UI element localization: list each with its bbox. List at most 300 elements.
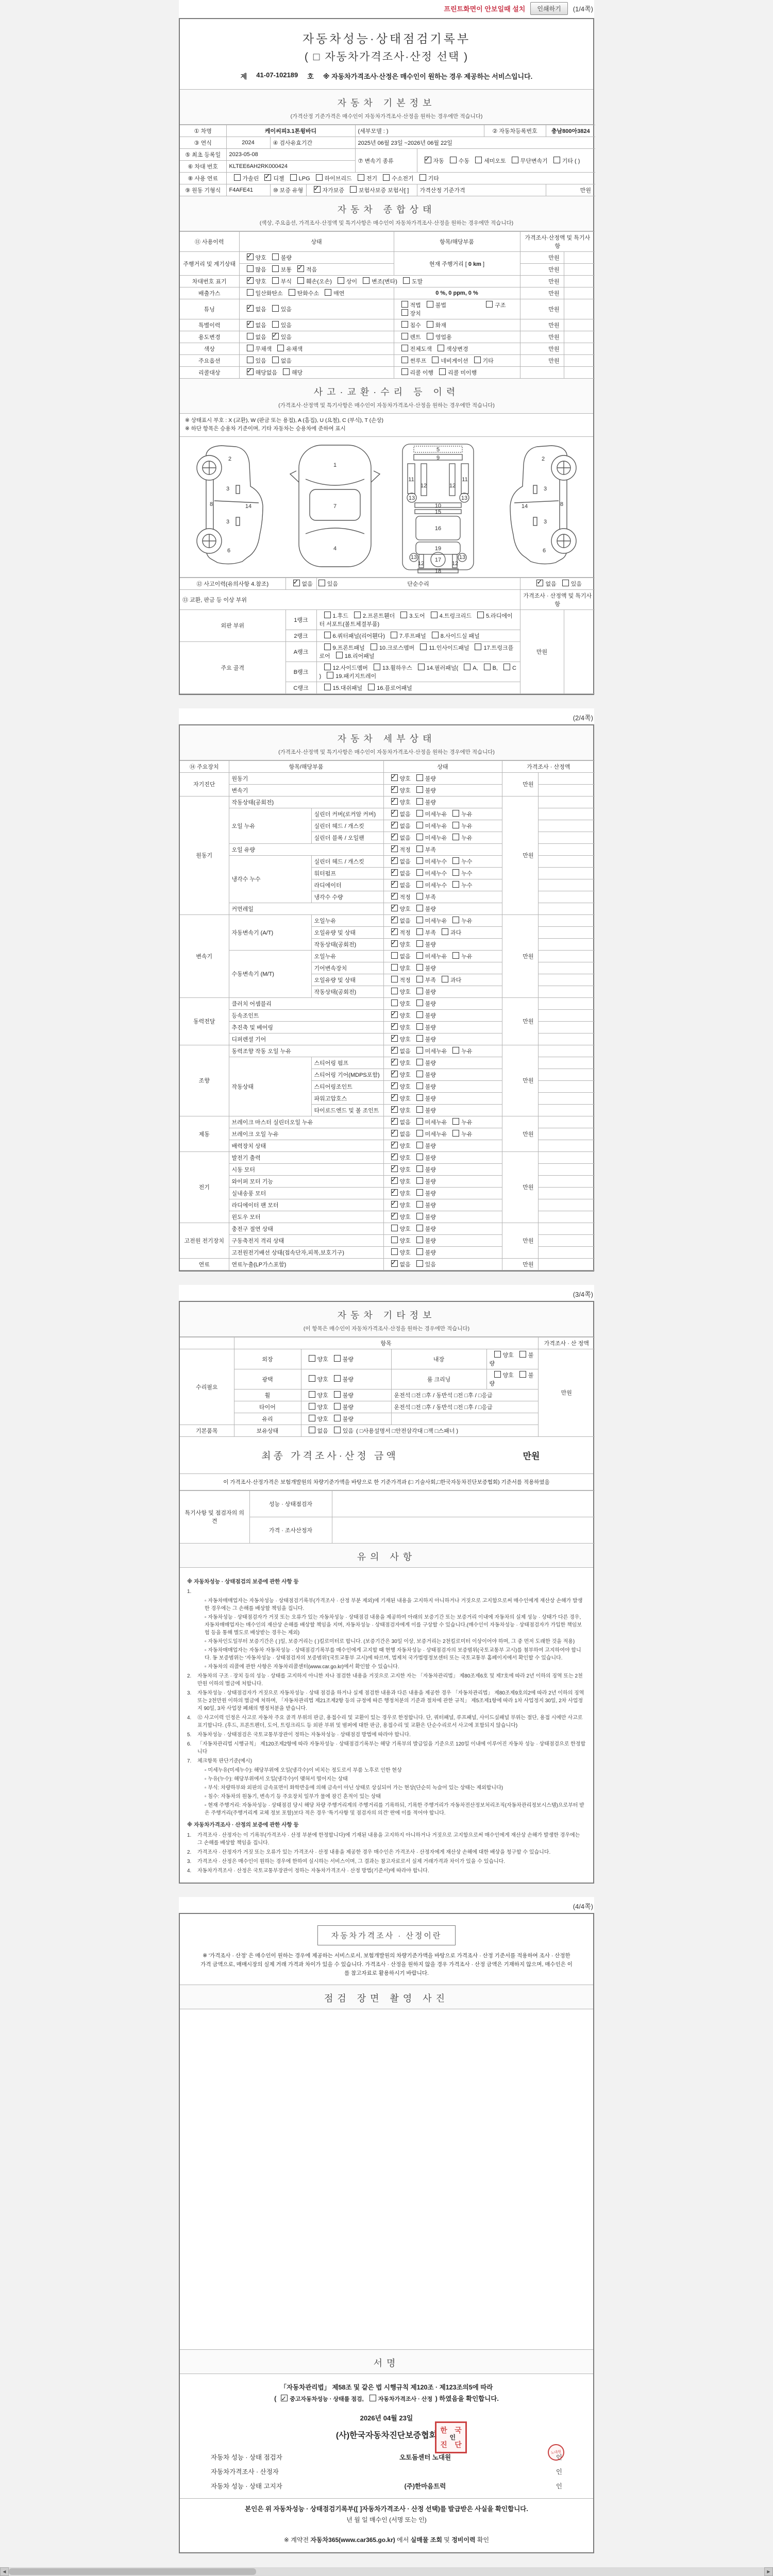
checkbox (401, 368, 408, 375)
item-label: 라디에이터 팬 모터 (229, 1199, 383, 1211)
panel-number: 13 (409, 495, 415, 501)
check-label: 미세누유 (425, 835, 447, 841)
notice-item (187, 1588, 586, 1596)
footer-post: 확인 (475, 2536, 490, 2544)
panel-number: 8 (560, 501, 563, 507)
checkbox (391, 822, 398, 828)
vin-value: KLTEE6AH2RK000424 (226, 161, 355, 173)
checkbox (562, 580, 569, 586)
check-label: 4.트렁크리드 (439, 613, 472, 619)
scrollbar-thumb[interactable] (9, 2568, 256, 2575)
check-label: 썬루프 (410, 358, 427, 364)
checkbox (324, 664, 331, 670)
checkbox (391, 988, 398, 994)
check-label: 불량 (425, 1001, 436, 1007)
item-label: 시동 모터 (229, 1163, 383, 1175)
scroll-right-button[interactable]: ▶ (764, 2567, 773, 2576)
footer-m1: 에서 (395, 2536, 411, 2544)
exchange-label: ⑬ 교환, 판금 등 이상 부위 (180, 589, 520, 609)
checkbox (553, 157, 560, 163)
check-label: 없음 (255, 334, 266, 341)
etc-r4b-text: 운전석 □전 □후 / 동반석 □전 □후 / □응급 (391, 1401, 538, 1413)
seal-char: 국 (455, 2426, 462, 2434)
signature-seal-mark: 인 노대원 (542, 2452, 562, 2462)
device-label: 조향 (180, 1045, 229, 1116)
check-label: 기타 (428, 176, 439, 182)
state-options (383, 974, 502, 986)
remark-cell (538, 974, 595, 986)
panel-number: 14 (245, 503, 252, 510)
etc-r5b-empty (391, 1413, 538, 1425)
remark-cell (538, 808, 595, 820)
checkbox (416, 1142, 423, 1148)
etc-table (180, 1337, 595, 1437)
checkbox (391, 632, 397, 638)
signature-role-label: 자동차 성능 · 상태 고지자 (211, 2482, 282, 2490)
checkbox (289, 289, 295, 296)
state-options (383, 843, 502, 855)
checkbox (475, 643, 481, 650)
check-label: 없음 (399, 918, 411, 924)
check-label: 누유 (461, 835, 473, 841)
mileage-price-1: 만원 (520, 252, 564, 264)
rankB-items (316, 662, 520, 682)
check-label: 누유 (461, 918, 473, 924)
checkbox (416, 1118, 423, 1125)
sub-item-label: 실린더 헤드 / 개스킷 (311, 855, 383, 867)
checkbox (325, 289, 331, 296)
checkbox (484, 664, 491, 670)
engine-type-label: ⑨ 원동 기형식 (180, 184, 226, 196)
checkbox (519, 1371, 526, 1378)
notice-sub-item: ▫ 자동차의 리콜에 관한 사항은 자동차리콜센터(www.car.go.kr)에서 확인할 수 있습니다. (205, 1663, 586, 1671)
check-label: 세미오토 (484, 158, 506, 164)
check-label: 불량 (425, 1178, 436, 1185)
page-1 (179, 18, 594, 695)
state-options (383, 986, 502, 997)
sub-item-label: 스티어링 기어(MDPS포함) (311, 1069, 383, 1080)
sub-item-label: 오일유량 및 상태 (311, 974, 383, 986)
repair-needed-label: 수리필요 (180, 1349, 234, 1425)
check-label: 리콜 이행 (410, 370, 434, 376)
panel-number: 7 (333, 503, 337, 510)
checkbox (272, 333, 279, 340)
fuel-label: ⑧ 사용 연료 (180, 173, 226, 184)
state-options (383, 784, 502, 796)
checkbox (416, 1035, 423, 1042)
buyer-date-line: 년 월 일 매수인 (서명 또는 인) (346, 2516, 427, 2523)
check-label: 적정 (399, 894, 411, 901)
notice-item (187, 1867, 586, 1875)
check-label: 누수 (461, 882, 473, 889)
check-label: 침수 (410, 323, 421, 329)
check-label: 불량 (425, 775, 436, 782)
check-label: 불량 (425, 1012, 436, 1019)
check-label: 기타 (482, 358, 494, 364)
state-options (383, 938, 502, 950)
device-label: 변속기 (180, 914, 229, 997)
check-label: 네비게이션 (441, 358, 468, 364)
checkbox (247, 265, 254, 272)
check-label: 불량 (489, 1372, 534, 1387)
detail-table (180, 760, 595, 1270)
item-label: 실내송풍 모터 (229, 1187, 383, 1199)
special-part (394, 319, 520, 331)
engine-type-value: F4AFE41 (226, 184, 270, 196)
checkbox (334, 1355, 341, 1362)
check-label: 적정 (399, 846, 411, 853)
accident-price: 만원 (520, 609, 564, 693)
check-label: 불량 (425, 1155, 436, 1161)
appraiser-remark-value (332, 1517, 595, 1543)
device-label: 제동 (180, 1116, 229, 1151)
device-label: 고전원 전기장치 (180, 1223, 229, 1258)
remark-cell (538, 903, 595, 914)
checkbox (418, 664, 425, 670)
detail-title: 자동차 세부상태 (180, 725, 593, 747)
remark-cell (538, 938, 595, 950)
sign-org-name: (사)한국자동차진단보증협회 (335, 2431, 438, 2440)
year-value: 2024 (226, 137, 270, 149)
remark-cell (538, 1033, 595, 1045)
item-label: 배력장치 상태 (229, 1140, 383, 1151)
checkbox (391, 964, 398, 971)
check-label: 양호 (399, 1012, 411, 1019)
check-label: 불량 (425, 1166, 436, 1173)
item-label: 커먼레일 (229, 903, 383, 914)
check-label: 양호 (399, 1072, 411, 1078)
item-label: 디퍼렌셜 기어 (229, 1033, 383, 1045)
check-label: 누유 (461, 823, 473, 829)
checkbox (416, 1130, 423, 1137)
check-label: 적정 (399, 929, 411, 936)
panel-number: 3 (543, 518, 547, 525)
check-label: 없음 (399, 1048, 411, 1055)
overall-table (180, 231, 595, 379)
check-label: 양호 (399, 1083, 411, 1090)
etc-r2a-state (301, 1369, 391, 1389)
signature-name: (주)한마음트럭 (404, 2482, 446, 2490)
check-label: 탄화수소 (297, 291, 320, 297)
item-label: 등속조인트 (229, 1009, 383, 1021)
check-label: 양호 (399, 1155, 411, 1161)
signature-name: 오토돔센터 노대원 (399, 2453, 451, 2461)
color-part (394, 343, 520, 355)
checkbox (452, 834, 459, 840)
state-options (383, 1163, 502, 1175)
checkbox (416, 1201, 423, 1208)
tuning-legal (397, 302, 448, 309)
check-label: 누수 (461, 870, 473, 877)
checkbox (416, 1236, 423, 1243)
checkbox (247, 289, 254, 296)
remark-cell (538, 820, 595, 832)
checkbox (247, 253, 254, 260)
recall-state (239, 367, 394, 379)
checkbox (336, 652, 343, 658)
basic-info-table (180, 125, 595, 196)
remark-cell (538, 867, 595, 879)
mileage-state-2 (239, 264, 394, 276)
check-label: 없음 (255, 323, 266, 329)
state-options (383, 1258, 502, 1270)
checkbox (391, 893, 398, 900)
sub-item-label: 워터펌프 (311, 867, 383, 879)
notice-item (187, 1731, 586, 1739)
checkbox (281, 2395, 288, 2401)
item-label: 구동축전지 격리 상태 (229, 1234, 383, 1246)
recall-label: 리콜대상 (180, 367, 239, 379)
notice-sub-item: ▫ 누유(누수): 해당부위에서 오일(냉각수)이 맺혀서 떨어지는 상태 (205, 1775, 586, 1783)
remark-cell (538, 855, 595, 867)
etc-note: (이 항목은 매수인이 자동차가격조사·산정을 원하는 경우에만 적습니다) (180, 1324, 593, 1337)
check-label: 수소전기 (392, 176, 414, 182)
state-options (383, 1187, 502, 1199)
check-label: 양호 (399, 1001, 411, 1007)
etc-r3b-text: 운전석 □전 □후 / 동반석 □전 □후 / □응급 (391, 1389, 538, 1401)
remark-cell (538, 843, 595, 855)
checkbox (309, 1403, 315, 1410)
detail-h-state: 상태 (383, 760, 502, 772)
check-label: 양호 (399, 1107, 411, 1114)
emission-remark (564, 287, 595, 299)
checkbox (324, 612, 331, 618)
checkbox (416, 881, 423, 888)
check-label: 불량 (425, 1190, 436, 1197)
notice-item-number: 3. (187, 1859, 192, 1865)
base-price-label: 가격산정 기준가격 (417, 184, 546, 196)
footer-note (180, 2529, 593, 2552)
check-label: 화재 (435, 323, 447, 329)
mileage-label: 주행거리 및 계기상태 (180, 252, 239, 276)
sign-confirm-post: ) 하였음을 확인합니다. (435, 2395, 499, 2402)
print-button[interactable]: 인쇄하기 (530, 2, 567, 15)
notice-listB (187, 1832, 586, 1875)
photo-title: 점검 장면 촬영 사진 (180, 1985, 593, 2007)
checkbox (391, 1071, 398, 1077)
holding-state (301, 1425, 538, 1436)
sub-item-label: 오일누유 (311, 950, 383, 962)
notice-sub-list (205, 1597, 586, 1671)
exchange-price-header: 가격조사 · 산정액 및 특기사항 (520, 589, 595, 609)
check-label: 많음 (255, 267, 266, 273)
check-label: 유채색 (286, 346, 303, 352)
notice-sub-item: ▫ 미세누유(미세누수): 해당부위에 오일(냉각수)이 비치는 정도로서 부품 노후로 인한 현상 (205, 1767, 586, 1774)
device-label: 동력전달 (180, 997, 229, 1045)
checkbox (416, 1165, 423, 1172)
checkbox (416, 940, 423, 947)
check-label: 양호 (399, 1249, 411, 1256)
check-label: 누유 (461, 1131, 473, 1138)
checkbox (297, 277, 304, 284)
check-label: LPG (298, 176, 310, 182)
appraiser-remark-label: 가격 · 조사산정자 (249, 1517, 332, 1543)
check-label: 1.후드 (332, 613, 348, 619)
check-label: 없음 (399, 1131, 411, 1138)
accident-table (180, 578, 595, 694)
option-remark (564, 355, 595, 367)
check-label: 불량 (425, 1095, 436, 1102)
check-label: 17.트렁크플로어 (319, 645, 514, 659)
check-label: 불량 (280, 255, 292, 261)
reg-no-label: ② 자동차등록번호 (484, 125, 546, 137)
color-remark (564, 343, 595, 355)
notice-sub-item: ▫ 자동차성능 · 상태점검자가 거짓 또는 오류가 있는 자동차성능 · 상태점검 내용을 제공하여 아래의 보증기간 또는 보증거리 이내에 자동차의 실제 성능 · 상태가 다른 경우, 자동차매매업자는 매수인의 재산상 손해를 배상할 책임을 지며, 자동차성능 · 상태점검자에게 이를 구상할 수 있습니다.(매수인이 자동차성능 · 상태점검자가 가입한 책임보험 등을 통해 별도로 배상받는 경우는 제외) (205, 1614, 586, 1637)
rankC-items (316, 682, 520, 693)
remark-cell (538, 1223, 595, 1234)
checkbox (391, 940, 398, 947)
notice-item-text: 가격조사 · 산정은 매수인이 원하는 경우에 한하여 실시하는 서비스이며, 그 결과는 참고자료로서 실제 거래가격과 차이가 있을 수 있습니다. (197, 1859, 506, 1865)
etc-r3a-state (301, 1389, 391, 1401)
checkbox (272, 305, 279, 312)
checkbox (314, 186, 321, 193)
device-label: 원동기 (180, 796, 229, 914)
notice-item (187, 1832, 586, 1847)
check-label: 불량 (425, 1143, 436, 1149)
panel-number: 18 (435, 568, 442, 574)
rankB-label: B랭크 (285, 662, 316, 682)
check-label: 변조(변타) (372, 279, 397, 285)
state-options (383, 1033, 502, 1045)
check-label: 양호 (399, 1060, 411, 1066)
seal-char: 진 (440, 2440, 447, 2449)
remark-cell (538, 1080, 595, 1092)
special-label: 특별이력 (180, 319, 239, 331)
price-cell: 만원 (502, 796, 538, 914)
check-label: 리콜 미이행 (448, 370, 477, 376)
etc-r2b-label: 룸 크리닝 (391, 1369, 486, 1389)
usage-remark (564, 331, 595, 343)
checkbox (334, 1427, 341, 1433)
notice-sub-item: ▫ 자동차매매업자는 자동차 자동차성능 · 상태점검기록부를 매수인에게 고지할 때 현행 자동차성능 · 상태점검자의 보증범위(국토교통부 고시)를 첨부하여 고지하여야 합니다. 동 보증범위는 '자동차성능 · 상태점검자의 보증범위'(국토교통부 고시)에 따르며, 법제처 국가법령정보센터 또는 국토교통부 홈페이지에서 확인할 수 있습니다. (205, 1647, 586, 1662)
checkbox (416, 917, 423, 923)
check-label: 16.플로어패널 (377, 685, 412, 691)
doc-no-suffix: 호 (307, 73, 314, 80)
remark-cell (538, 1128, 595, 1140)
checkbox (277, 345, 284, 351)
check-label: 불량 (425, 1083, 436, 1090)
check-label: 구조 (495, 302, 506, 309)
notice-item-text: 자동차성능 · 상태점검은 국토교통부장관이 정하는 자동차성능 · 상태점검 방법에 따라야 합니다. (197, 1732, 411, 1738)
notice-item-number: 4. (187, 1715, 192, 1721)
checkbox (416, 1225, 423, 1231)
notice-item (187, 1672, 586, 1688)
checkbox (391, 774, 398, 781)
state-options (383, 808, 502, 820)
check-label: 기타 ( ) (562, 158, 580, 164)
scroll-left-button[interactable]: ◀ (0, 2567, 9, 2576)
check-label: 미세누유 (425, 1131, 447, 1138)
state-options (383, 926, 502, 938)
item-label: 윈도우 모터 (229, 1211, 383, 1223)
legend-codes: ※ 상태표시 부호 : X (교환), W (판금 또는 용접), A (흠집), U (요철), C (부식), T (손상) (185, 417, 383, 423)
check-label: 불량 (342, 1392, 354, 1399)
checkbox (474, 357, 481, 363)
remark-cell (538, 926, 595, 938)
notice-title: 유의 사항 (180, 1544, 593, 1565)
vinmark-label: 차대번호 표기 (180, 276, 239, 287)
check-label: 전체도색 (410, 346, 432, 352)
notice-item-text: 체크항목 판단기준(예시) (197, 1758, 253, 1765)
tuning-remark (564, 299, 595, 319)
panel-number: 10 (435, 502, 442, 509)
check-label: 양호 (399, 1226, 411, 1232)
first-reg-value: 2023-05-08 (226, 149, 355, 161)
color-price: 만원 (520, 343, 564, 355)
check-label: 있음 (280, 334, 292, 341)
check-label: 2.프론트휀더 (362, 613, 395, 619)
item-label: 동력조향 작동 오일 누유 (229, 1045, 383, 1057)
item-label: 발전기 출력 (229, 1151, 383, 1163)
state-options (383, 1223, 502, 1234)
item-label: 변속기 (229, 784, 383, 796)
special-state (239, 319, 394, 331)
remark-cell (538, 1258, 595, 1270)
check-label: 양호 (399, 1238, 411, 1244)
document-column (179, 0, 594, 2553)
check-label: 누유 (461, 811, 473, 818)
state-options (383, 879, 502, 891)
check-label: 18.리어패널 (344, 653, 375, 659)
horizontal-scrollbar[interactable] (0, 2567, 773, 2576)
notice-sub-item: ▫ 자동차매매업자는 자동차성능 · 상태점검기록부(가격조사 · 산정 부분 제외)에 기재된 내용을 고지하지 아니하거나 거짓으로 고지함으로써 매수인에게 재산상 손해가 발생한 경우에는 그 손해를 배상할 책임을 집니다. (205, 1597, 586, 1613)
check-label: 불량 (425, 1238, 436, 1244)
remark-cell (538, 997, 595, 1009)
check-label: 적정 (399, 977, 411, 984)
outer-panel-label: 외판 부위 (180, 609, 285, 641)
checkbox (403, 277, 410, 284)
check-label: 불량 (489, 1352, 534, 1367)
checkbox (416, 834, 423, 840)
etc-r3a-label: 휠 (234, 1389, 301, 1401)
sign-confirm-options (276, 2395, 433, 2402)
checkbox (297, 265, 304, 272)
check-label: 5.라디에이터 서포트(볼트체결부품) (319, 613, 513, 628)
recall-price (520, 367, 564, 379)
remark-cell (538, 950, 595, 962)
color-state (239, 343, 394, 355)
check-label: 불량 (342, 1404, 354, 1411)
checkbox (316, 174, 323, 181)
checkbox (391, 798, 398, 805)
checkbox (293, 580, 300, 586)
check-label: 렌트 (410, 334, 421, 341)
checkbox (309, 1391, 315, 1398)
sub-item-label: 오일유량 및 상태 (311, 926, 383, 938)
notice-item-number: 7. (187, 1758, 192, 1765)
check-label: B, (492, 665, 498, 671)
checkbox (374, 664, 380, 670)
emission-price: 만원 (520, 287, 564, 299)
sign-rows (180, 2450, 593, 2493)
overall-h-price: 가격조사·산정액 및 특기사항 (520, 232, 595, 252)
pricing-info-body: ※ '가격조사 · 산정' 은 매수인이 원하는 경우에 제공하는 서비스로서, 보험개발원의 차량기준가액을 바탕으로 가격조사 · 산정 기준서를 적용하여 조사 · 산정한 가격 금액으로, 매매시장의 실제 거래 가격과 차이가 있을 수 있습니다. 가격조사 · 산정을 원하지 않을 경우 가격조사 · 산정 금액은 기재하지 않으며, 매수인은 이를 참고자료로 활용하시기 바랍니다. (180, 1948, 593, 1985)
warranty-options (306, 184, 417, 196)
remark-cell (538, 832, 595, 843)
panel-number: 6 (542, 547, 546, 554)
checkbox (391, 1011, 398, 1018)
checkbox (416, 1213, 423, 1219)
transmission-options (417, 149, 595, 173)
check-label: 양호 (399, 906, 411, 912)
doc-number-line (180, 66, 593, 89)
check-label: 불량 (342, 1376, 354, 1383)
check-label: 누수 (461, 858, 473, 865)
checkbox (494, 1371, 501, 1378)
remark-cell (538, 1092, 595, 1104)
state-options (383, 1175, 502, 1187)
state-options (383, 1234, 502, 1246)
